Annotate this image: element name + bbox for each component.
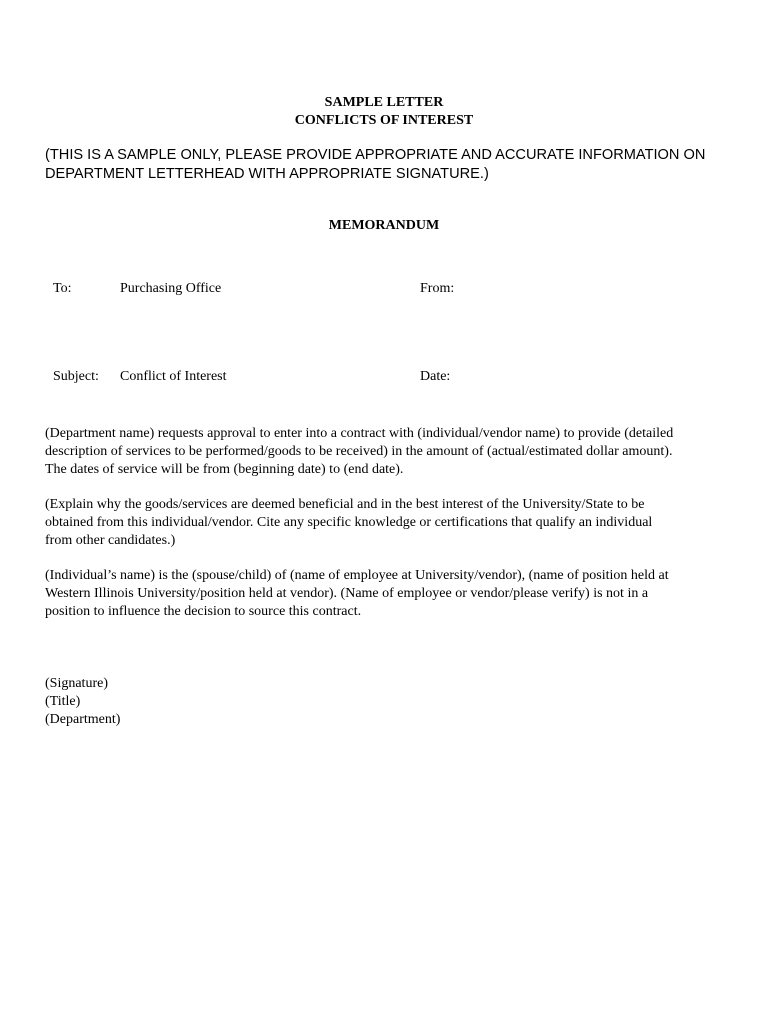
letter-title	[0, 94, 768, 130]
signature-title-line: (Title)	[45, 694, 81, 709]
title-sample-letter: SAMPLE LETTER	[324, 95, 444, 110]
to-value: Purchasing Office	[120, 281, 222, 296]
body-paragraph-request: (Department name) requests approval to enter into a contract with (individual/vendor name) to provide (detailed description of services to be performed/goods to be received) in the amount of (actual/estimated dollar amount). The dates of service will be from (beginning date) to (end date).	[45, 426, 674, 477]
signature-line: (Signature)	[45, 676, 108, 691]
body-paragraph-relationship: (Individual’s name) is the (spouse/child) of (name of employee at University/vendor), (name of position held at Western Illinois University/position held at vendor). (Name of employee or vendor/please verify) is not in a position to influence the decision to source this contract.	[45, 568, 669, 619]
from-label: From:	[420, 281, 455, 296]
title-conflicts-of-interest: CONFLICTS OF INTEREST	[294, 113, 474, 128]
sample-notice: (THIS IS A SAMPLE ONLY, PLEASE PROVIDE APPROPRIATE AND ACCURATE INFORMATION ON DEPARTMENT LETTERHEAD WITH APPROPRIATE SIGNATURE.)	[45, 147, 706, 182]
date-label: Date:	[420, 369, 451, 384]
body-paragraph-justification: (Explain why the goods/services are deemed beneficial and in the best interest of the University/State to be obtained from this individual/vendor. Cite any specific knowledge or certifications that qualify an individual from other candidates.)	[45, 497, 653, 548]
subject-value: Conflict of Interest	[120, 369, 227, 384]
to-label: To:	[53, 281, 72, 296]
signature-department-line: (Department)	[45, 712, 121, 727]
memorandum-heading: MEMORANDUM	[328, 218, 440, 233]
subject-label: Subject:	[53, 369, 99, 384]
signature-block	[45, 675, 120, 729]
